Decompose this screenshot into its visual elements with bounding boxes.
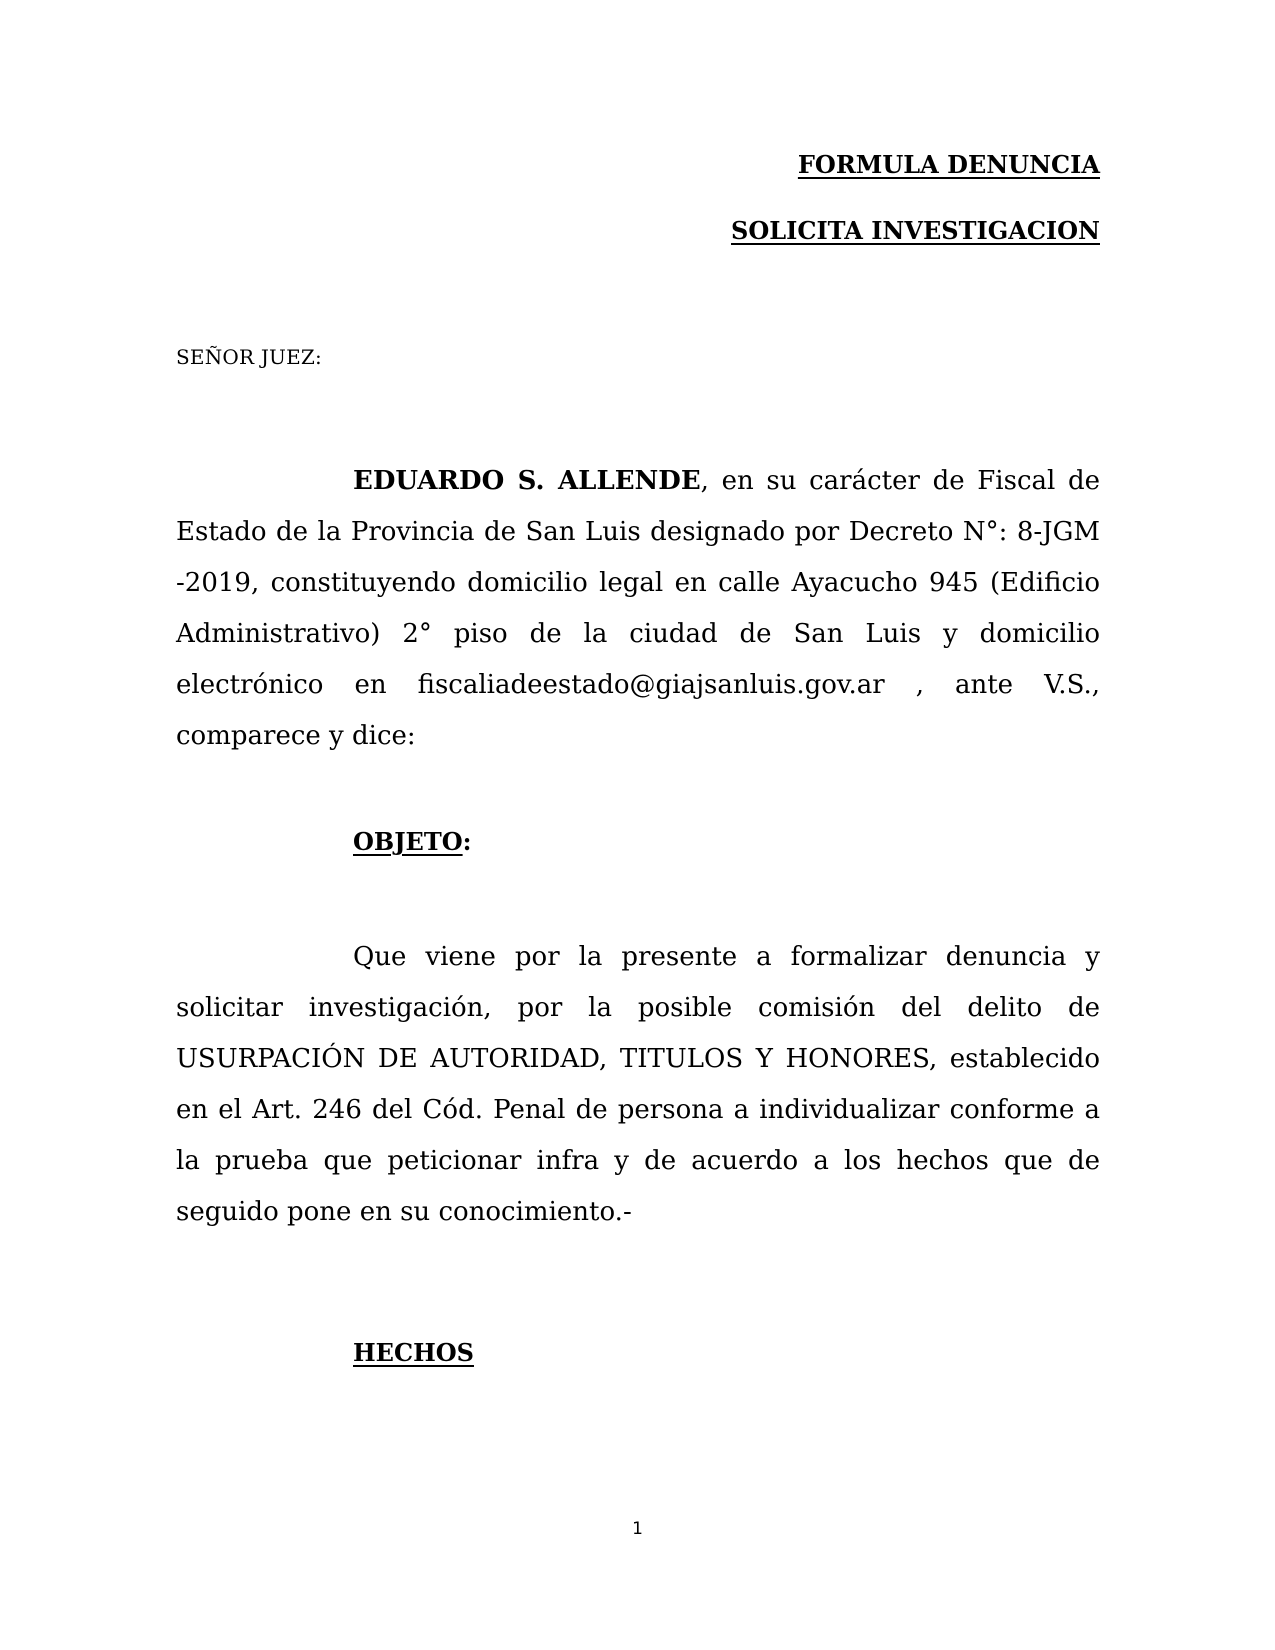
section-heading-objeto <box>353 827 471 857</box>
complainant-name: EDUARDO S. ALLENDE <box>353 466 701 496</box>
intro-paragraph <box>176 456 1100 762</box>
document-subtitle: SOLICITA INVESTIGACION <box>731 216 1100 245</box>
objeto-heading-label: OBJETO <box>353 827 463 856</box>
page-number: 1 <box>632 1519 643 1539</box>
salutation: SEÑOR JUEZ: <box>176 345 322 369</box>
hechos-heading-label: HECHOS <box>353 1338 474 1367</box>
section-heading-hechos <box>353 1338 474 1368</box>
intro-text: , en su carácter de Fiscal de Estado de la Provincia de San Luis designado por Decreto N°: 8-JGM -2019, constituyendo domicilio legal en calle Ayacucho 945 (Edificio Administrativo) 2° piso de la ciudad de San Luis y domicilio electrónico en fiscaliadeestado@giajsanluis.gov.ar , ante V.S., comparece y dice: <box>176 466 1100 751</box>
objeto-paragraph: Que viene por la presente a formalizar denuncia y solicitar investigación, por la posible comisión del delito de USURPACIÓN DE AUTORIDAD, TITULOS Y HONORES, establecido en el Art. 246 del Cód. Penal de persona a individualizar conforme a la prueba que peticionar infra y de acuerdo a los hechos que de seguido pone en su conocimiento.- <box>176 942 1100 1227</box>
document-title: FORMULA DENUNCIA <box>797 150 1100 179</box>
objeto-heading-colon: : <box>462 827 472 856</box>
